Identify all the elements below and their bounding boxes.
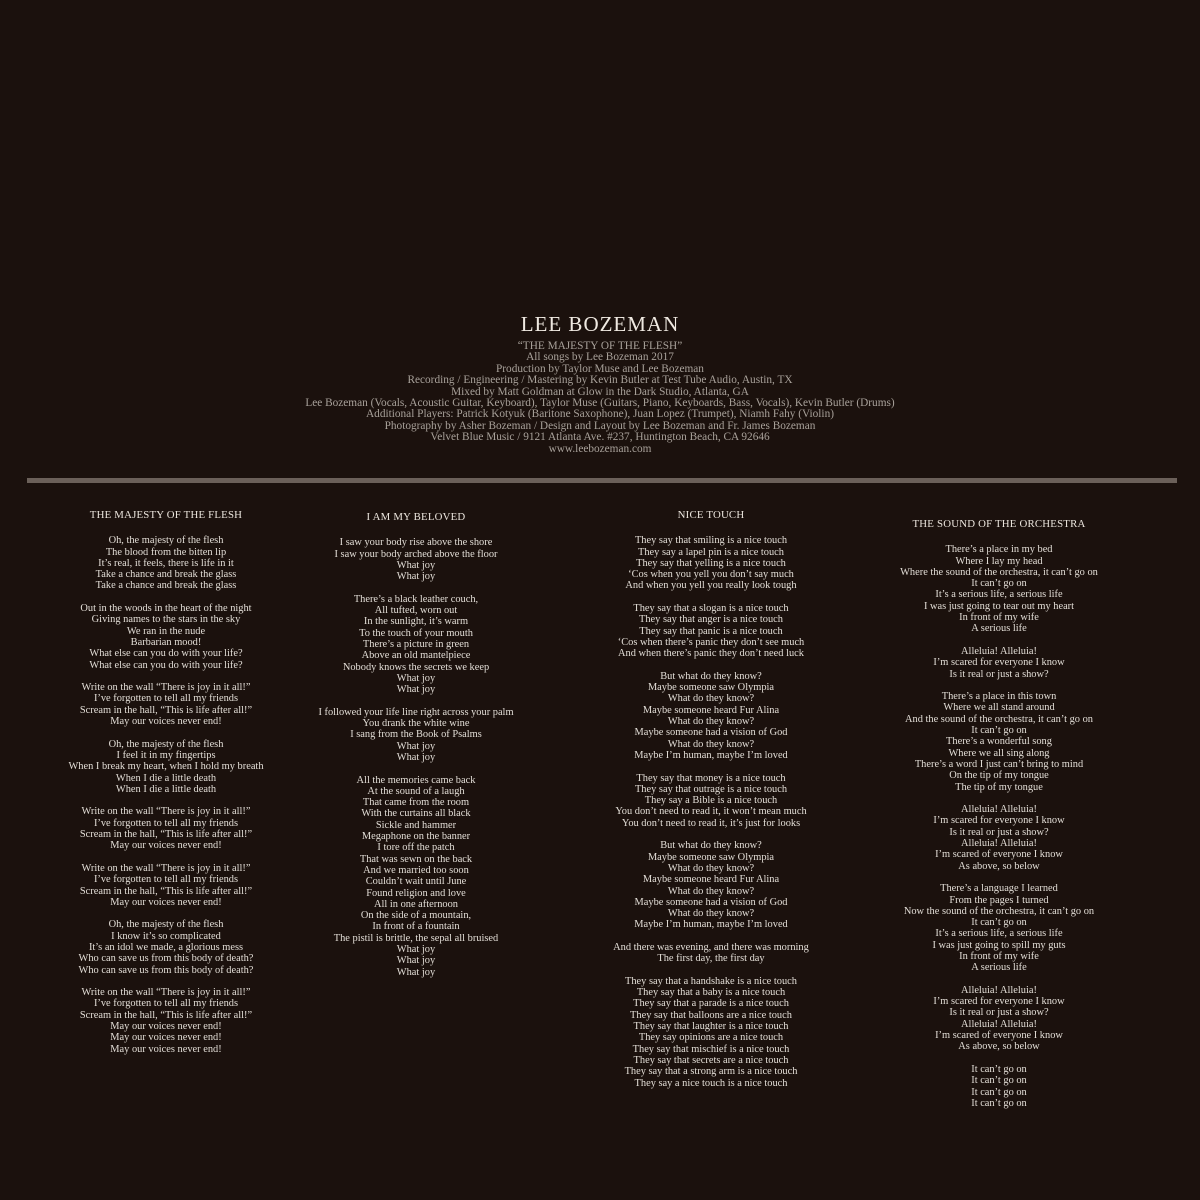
lyric-line: A serious life [971,623,1027,635]
credit-line: “THE MAJESTY OF THE FLESH” [517,340,683,352]
lyric-line: They say that a baby is a nice touch [636,987,786,999]
lyric-line: Take a chance and break the glass [95,569,237,581]
lyric-line: It’s a serious life, a serious life [935,589,1063,601]
lyric-line: Where the sound of the orchestra, it can’t go on [900,566,1098,578]
stanza [900,883,1098,973]
lyric-line: Barbarian mood! [130,636,202,648]
lyric-line: It can’t go on [971,1086,1027,1098]
lyric-line: May our voices never end! [110,1032,222,1044]
credit-line: www.leebozeman.com [548,442,652,455]
lyric-line: The blood from the bitten lip [105,546,227,558]
lyric-line: When I die a little death [115,783,217,795]
lyric-line: At the sound of a laugh [367,785,465,797]
stanza [613,840,809,930]
stanza [318,594,513,696]
lyric-line: I’ve forgotten to tell all my friends [93,874,239,886]
lyric-line: Is it real or just a show? [949,826,1049,838]
lyric-line: In front of my wife [959,612,1039,624]
lyric-line: Giving names to the stars in the sky [91,614,241,626]
lyric-line: On the tip of my tongue [949,770,1049,782]
lyric-line: They say that outrage is a nice touch [634,783,788,795]
credits-block [0,312,1200,455]
lyric-line: May our voices never end! [110,840,222,852]
credit-line: Recording / Engineering / Mastering by Kevin Butler at Test Tube Audio, Austin, TX [407,374,793,387]
lyric-line: You drank the white wine [362,718,470,730]
lyric-line: And the sound of the orchestra, it can’t go on [905,713,1093,725]
lyric-line: It can’t go on [971,917,1027,929]
lyric-line: Couldn’t wait until June [365,876,467,888]
lyric-line: Scream in the hall, “This is life after all!” [79,704,253,716]
lyric-line: What do they know? [667,862,755,874]
lyric-line: They say opinions are a nice touch [638,1032,784,1044]
lyric-line: Where we all stand around [943,702,1055,714]
lyric-line: I’m scared of everyone I know [935,1030,1063,1042]
lyric-line: Maybe someone had a vision of God [634,727,788,739]
stanza [68,739,263,795]
lyric-line: Maybe I’m human, maybe I’m loved [634,749,788,761]
lyric-line: It can’t go on [971,578,1027,590]
lyric-line: In front of a fountain [372,921,460,933]
lyric-line: Maybe someone heard Fur Alina [642,704,780,716]
lyric-line: I feel it in my fingertips [116,749,216,761]
lyric-line: They say that balloons are a nice touch [630,1009,792,1021]
lyric-line: Is it real or just a show? [949,1007,1049,1019]
stanza [613,942,809,965]
stanza [68,682,263,727]
lyric-line: What joy [396,740,436,752]
lyric-line: To the touch of your mouth [359,627,473,639]
lyric-line: They say that money is a nice touch [636,772,786,784]
lyric-line: Found religion and love [366,887,466,899]
artist-name: LEE BOZEMAN [520,312,680,336]
lyric-line: ‘Cos when there’s panic they don’t see much [617,636,805,648]
lyric-line: There’s a wonderful song [946,736,1052,748]
lyric-line: As above, so below [958,1041,1040,1053]
lyric-line: May our voices never end! [110,1043,222,1055]
lyric-line: What joy [396,672,436,684]
lyric-line: Where I lay my head [955,555,1043,567]
lyric-line: Oh, the majesty of the flesh [108,919,224,931]
lyric-line: On the side of a mountain, [360,910,472,922]
song-nice-touch [613,510,809,1100]
lyric-line: What do they know? [667,716,755,728]
lyric-line: What do they know? [667,738,755,750]
lyric-line: Write on the wall “There is joy in it all!” [81,987,251,999]
lyric-line: They say a nice touch is a nice touch [634,1077,788,1089]
stanza [900,646,1098,680]
lyric-line: But what do they know? [660,840,762,852]
lyric-line: There’s a black leather couch, [353,593,479,605]
lyric-line: They say that a handshake is a nice touch [625,975,797,987]
lyric-line: Maybe someone saw Olympia [647,682,775,694]
lyric-line: They say that a slogan is a nice touch [633,603,789,615]
lyric-line: I’m scared for everyone I know [933,996,1065,1008]
lyric-line: With the curtains all black [361,808,471,820]
lyric-line: Scream in the hall, “This is life after all!” [79,829,253,841]
lyric-line: Write on the wall “There is joy in it all!” [81,862,251,874]
lyric-line: Who can save us from this body of death? [78,953,254,965]
stanza [900,1064,1098,1109]
lyric-line: I know it’s so complicated [111,930,221,942]
lyric-line: They say that panic is a nice touch [639,625,783,637]
lyric-line: They say that a parade is a nice touch [633,998,789,1010]
lyric-line: And when you yell you really look tough [625,580,797,592]
credit-line: Production by Taylor Muse and Lee Bozeman [496,362,704,375]
credit-line: Velvet Blue Music / 9121 Atlanta Ave. #237, Huntington Beach, CA 92646 [430,431,770,444]
lyric-line: Alleluia! Alleluia! [961,984,1037,996]
lyric-line: Scream in the hall, “This is life after all!” [79,1009,253,1021]
lyric-line: What joy [396,955,436,967]
lyric-line: And there was evening, and there was morning [613,941,809,953]
lyric-line: They say a lapel pin is a nice touch [637,546,784,558]
lyric-line: All in one afternoon [374,898,458,910]
divider [27,478,1177,483]
lyric-line: Maybe someone saw Olympia [647,851,775,863]
lyric-line: Write on the wall “There is joy in it all!” [81,806,251,818]
stanza [318,537,513,582]
lyric-line: I’ve forgotten to tell all my friends [93,693,239,705]
lyric-line: I’ve forgotten to tell all my friends [93,817,239,829]
lyric-line: May our voices never end! [110,1021,222,1033]
lyric-line: Is it real or just a show? [949,668,1049,680]
lyric-line: What joy [396,684,436,696]
lyric-line: What joy [396,571,436,583]
lyric-line: And we married too soon [363,864,469,876]
lyric-line: I was just going to tear out my heart [923,600,1075,612]
lyric-line: Now the sound of the orchestra, it can’t go on [903,905,1095,917]
song-i-am-my-beloved [318,512,513,989]
lyric-line: What do they know? [667,908,755,920]
lyric-line: ‘Cos when you yell you don’t say much [628,569,794,581]
lyric-line: What else can you do with your life? [89,648,243,660]
stanza [613,773,809,829]
lyric-line: They say that a strong arm is a nice touch [624,1066,798,1078]
lyric-line: They say that mischief is a nice touch [632,1043,790,1055]
lyric-line: You don’t need to read it, it won’t mean much [615,806,807,818]
lyric-line: You don’t need to read it, it’s just for looks [621,817,801,829]
song-title: NICE TOUCH [677,509,745,521]
lyric-line: Alleluia! Alleluia! [961,645,1037,657]
stanza [318,775,513,978]
lyric-line: Alleluia! Alleluia! [961,838,1037,850]
lyric-line: Oh, the majesty of the flesh [108,535,224,547]
lyric-line: What joy [396,559,436,571]
lyric-line: The pistil is brittle, the sepal all bruised [333,932,499,944]
lyric-line: It’s an idol we made, a glorious mess [88,941,244,953]
lyric-line: When I break my heart, when I hold my breath [68,761,264,773]
lyric-line: Above an old mantelpiece [361,650,471,662]
lyric-line: Who can save us from this body of death? [78,964,254,976]
lyric-line: Alleluia! Alleluia! [961,1018,1037,1030]
lyric-line: I was just going to spill my guts [932,939,1066,951]
lyric-line: It can’t go on [971,1097,1027,1109]
lyric-line: There’s a place in my bed [945,544,1053,556]
lyric-line: What joy [396,751,436,763]
lyric-line: Maybe someone heard Fur Alina [642,874,780,886]
lyric-line: Scream in the hall, “This is life after all!” [79,885,253,897]
song-majesty-of-the-flesh [68,510,263,1066]
credit-line: Additional Players: Patrick Kotyuk (Baritone Saxophone), Juan Lopez (Trumpet), Niamh Fahy (Violin) [366,408,834,421]
stanza [613,535,809,591]
credit-line: Mixed by Matt Goldman at Glow in the Dark Studio, Atlanta, GA [451,385,749,398]
lyric-line: They say a Bible is a nice touch [644,795,778,807]
stanza [900,544,1098,634]
lyric-line: It’s a serious life, a serious life [935,928,1063,940]
lyric-line: All tufted, worn out [374,605,458,617]
stanza [68,919,263,975]
lyric-line: They say that smiling is a nice touch [634,535,788,547]
stanza [68,603,263,671]
credit-line: Lee Bozeman (Vocals, Acoustic Guitar, Keyboard), Taylor Muse (Guitars, Piano, Keyboards, Bass, Vocals), Kevin Butler (Drums) [305,397,895,410]
lyric-line: In front of my wife [959,950,1039,962]
lyric-line: It can’t go on [971,1063,1027,1075]
song-the-sound-of-the-orchestra [900,519,1098,1120]
lyric-line: I followed your life line right across your palm [318,706,514,718]
lyric-line: What joy [396,966,436,978]
lyric-line: Take a chance and break the glass [95,580,237,592]
lyric-line: I’m scared of everyone I know [935,849,1063,861]
stanza [68,806,263,851]
lyric-line: And when there’s panic they don’t need luck [618,648,804,660]
lyric-line: Out in the woods in the heart of the night [80,603,252,615]
lyric-line: There’s a place in this town [941,691,1057,703]
lyric-line: There’s a picture in green [362,638,470,650]
stanza [900,691,1098,793]
lyric-line: Where we all sing along [948,747,1050,759]
stanza [68,863,263,908]
stanza [613,976,809,1089]
lyric-line: There’s a language I learned [940,883,1058,895]
lyric-line: From the pages I turned [949,894,1049,906]
lyric-line: Sickle and hammer [375,819,457,831]
lyric-line: I tore off the patch [377,842,455,854]
lyric-line: Maybe I’m human, maybe I’m loved [634,919,788,931]
lyric-line: The first day, the first day [657,953,765,965]
lyric-line: That came from the room [362,797,470,809]
lyric-line: I’m scared for everyone I know [933,657,1065,669]
lyric-line: I’ve forgotten to tell all my friends [93,998,239,1010]
credit-lines [0,341,1200,455]
lyric-line: They say that secrets are a nice touch [633,1054,789,1066]
lyric-line: Oh, the majesty of the flesh [108,738,224,750]
lyric-line: But what do they know? [660,670,762,682]
lyric-line: I sang from the Book of Psalms [350,729,482,741]
lyric-line: Megaphone on the banner [361,831,471,843]
stanza [900,985,1098,1053]
lyric-line: We ran in the nude [126,625,206,637]
lyric-line: It can’t go on [971,725,1027,737]
lyric-line: I saw your body rise above the shore [339,537,493,549]
lyric-line: I’m scared for everyone I know [933,815,1065,827]
lyric-line: May our voices never end! [110,716,222,728]
lyric-line: The tip of my tongue [955,781,1043,793]
lyric-line: I saw your body arched above the floor [334,548,498,560]
lyric-line: May our voices never end! [110,896,222,908]
lyric-line: Maybe someone had a vision of God [634,896,788,908]
lyric-line: As above, so below [958,860,1040,872]
lyric-line: They say that yelling is a nice touch [636,557,786,569]
lyric-line: Nobody knows the secrets we keep [342,661,490,673]
lyric-line: They say that anger is a nice touch [639,614,783,626]
song-title: I AM MY BELOVED [366,511,466,523]
lyric-line: It can’t go on [971,1075,1027,1087]
lyric-line: What else can you do with your life? [89,659,243,671]
lyric-line: What joy [396,943,436,955]
lyric-line: In the sunlight, it’s warm [363,616,469,628]
song-title: THE MAJESTY OF THE FLESH [89,509,243,521]
stanza [318,707,513,763]
stanza [613,671,809,761]
stanza [68,535,263,591]
lyric-line: They say that laughter is a nice touch [633,1021,789,1033]
lyric-line: A serious life [971,962,1027,974]
lyric-line: It’s real, it feels, there is life in it [98,557,234,569]
lyric-line: There’s a word I just can’t bring to mind [914,758,1084,770]
lyric-line: What do they know? [667,885,755,897]
credit-line: All songs by Lee Bozeman 2017 [526,351,674,364]
lyric-line: All the memories came back [356,774,476,786]
stanza [68,987,263,1055]
lyric-line: That was sewn on the back [359,853,473,865]
stanza [613,603,809,659]
lyric-line: Alleluia! Alleluia! [961,804,1037,816]
credit-line: Photography by Asher Bozeman / Design and Layout by Lee Bozeman and Fr. James Bozeman [384,419,816,432]
lyric-line: When I die a little death [115,772,217,784]
stanza [900,804,1098,872]
song-title: THE SOUND OF THE ORCHESTRA [912,518,1086,530]
lyric-line: What do they know? [667,693,755,705]
lyric-line: Write on the wall “There is joy in it all!” [81,682,251,694]
